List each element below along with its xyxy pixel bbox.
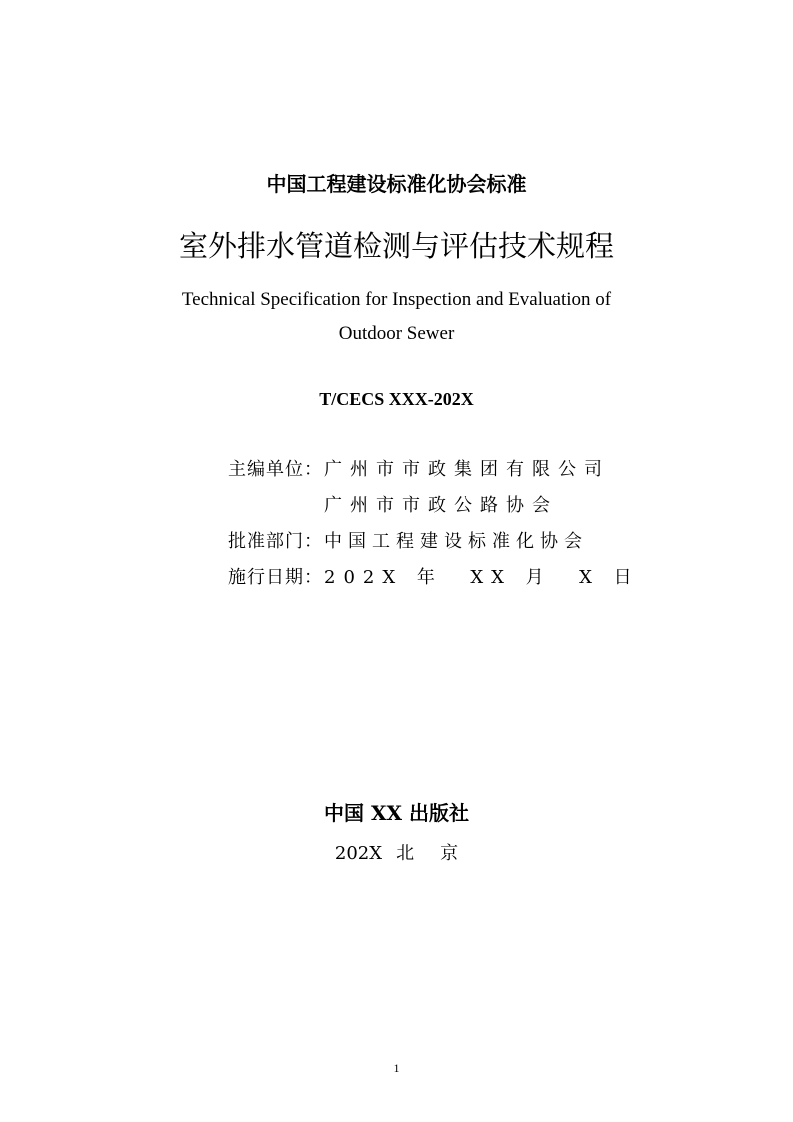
editor-org-2: 广州市市政公路协会 <box>324 495 558 516</box>
publication-city: 北京 <box>396 843 485 864</box>
editor-row <box>228 452 640 488</box>
editor-label-spacer <box>228 488 324 524</box>
approver-row <box>228 524 640 560</box>
editor-label: 主编单位： <box>228 459 323 480</box>
english-title-line-2: Outdoor Sewer <box>338 323 455 344</box>
effective-date: 202X 年 XX 月 X 日 <box>324 567 640 588</box>
publication-year: 202X <box>334 843 383 864</box>
standard-code: T/CECS XXX-202X <box>319 389 474 409</box>
document-title: 室外排水管道检测与评估技术规程 <box>178 229 614 263</box>
page-number: 1 <box>393 1061 400 1075</box>
english-title-line-1: Technical Specification for Inspection and Evaluation of <box>181 289 612 310</box>
approver-org: 中国工程建设标准化协会 <box>324 531 588 552</box>
editor-org-1: 广州市市政集团有限公司 <box>324 459 610 480</box>
date-label: 施行日期： <box>228 567 323 588</box>
document-meta <box>228 452 640 596</box>
series-title: 中国工程建设标准化协会标准 <box>266 172 527 196</box>
editor-row-2 <box>228 488 640 524</box>
publisher-name: 中国 XX 出版社 <box>324 801 469 825</box>
publication-place <box>0 840 793 868</box>
date-row <box>228 560 640 596</box>
approver-label: 批准部门： <box>228 531 323 552</box>
